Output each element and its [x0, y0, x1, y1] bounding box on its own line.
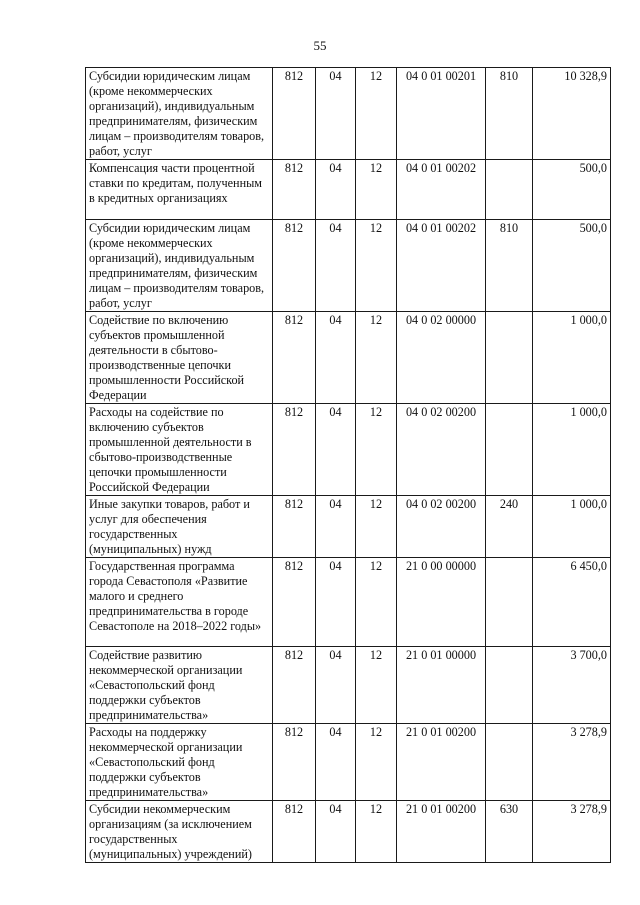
table-row [86, 496, 611, 558]
target-article-cell: 04 0 01 00201 [397, 68, 486, 160]
amount-cell: 1 000,0 [533, 312, 611, 404]
subsection-code-cell: 12 [356, 724, 397, 801]
target-article-cell: 21 0 00 00000 [397, 558, 486, 647]
amount-cell: 1 000,0 [533, 496, 611, 558]
table-row [86, 68, 611, 160]
section-code-cell: 04 [316, 724, 356, 801]
department-code-cell: 812 [273, 801, 316, 863]
expense-type-cell: 810 [486, 220, 533, 312]
department-code-cell: 812 [273, 647, 316, 724]
expense-name-cell: Компенсация части процентной ставки по кредитам, полученным в кредитных организациях [86, 160, 273, 220]
table-row [86, 801, 611, 863]
subsection-code-cell: 12 [356, 801, 397, 863]
amount-cell: 3 278,9 [533, 724, 611, 801]
section-code-cell: 04 [316, 647, 356, 724]
subsection-code-cell: 12 [356, 220, 397, 312]
target-article-cell: 04 0 02 00200 [397, 404, 486, 496]
subsection-code-cell: 12 [356, 496, 397, 558]
target-article-cell: 04 0 02 00200 [397, 496, 486, 558]
table-row [86, 404, 611, 496]
target-article-cell: 21 0 01 00000 [397, 647, 486, 724]
table-row [86, 558, 611, 647]
expense-type-cell [486, 647, 533, 724]
table-row [86, 312, 611, 404]
section-code-cell: 04 [316, 160, 356, 220]
expense-name-cell: Субсидии юридическим лицам (кроме некоммерческих организаций), индивидуальным предпринимателям, физическим лицам – производителям товаров, работ, услуг [86, 220, 273, 312]
expense-name-cell: Содействие развитию некоммерческой организации «Севастопольский фонд поддержки субъектов предпринимательства» [86, 647, 273, 724]
section-code-cell: 04 [316, 312, 356, 404]
table-row [86, 160, 611, 220]
expense-name-cell: Государственная программа города Севастополя «Развитие малого и среднего предпринимательства в городе Севастополе на 2018–2022 годы» [86, 558, 273, 647]
expense-type-cell [486, 558, 533, 647]
department-code-cell: 812 [273, 312, 316, 404]
expense-type-cell [486, 160, 533, 220]
expense-name-cell: Иные закупки товаров, работ и услуг для обеспечения государственных (муниципальных) нужд [86, 496, 273, 558]
department-code-cell: 812 [273, 404, 316, 496]
target-article-cell: 21 0 01 00200 [397, 801, 486, 863]
amount-cell: 500,0 [533, 160, 611, 220]
section-code-cell: 04 [316, 220, 356, 312]
amount-cell: 3 700,0 [533, 647, 611, 724]
subsection-code-cell: 12 [356, 404, 397, 496]
amount-cell: 6 450,0 [533, 558, 611, 647]
target-article-cell: 21 0 01 00200 [397, 724, 486, 801]
table-row [86, 220, 611, 312]
expense-type-cell: 240 [486, 496, 533, 558]
department-code-cell: 812 [273, 496, 316, 558]
expense-type-cell [486, 312, 533, 404]
subsection-code-cell: 12 [356, 312, 397, 404]
department-code-cell: 812 [273, 558, 316, 647]
target-article-cell: 04 0 01 00202 [397, 220, 486, 312]
expense-name-cell: Расходы на содействие по включению субъектов промышленной деятельности в сбытово-производственные цепочки промышленности Российской Федерации [86, 404, 273, 496]
department-code-cell: 812 [273, 68, 316, 160]
expense-type-cell: 630 [486, 801, 533, 863]
target-article-cell: 04 0 02 00000 [397, 312, 486, 404]
department-code-cell: 812 [273, 724, 316, 801]
section-code-cell: 04 [316, 496, 356, 558]
subsection-code-cell: 12 [356, 647, 397, 724]
department-code-cell: 812 [273, 160, 316, 220]
section-code-cell: 04 [316, 68, 356, 160]
expense-name-cell: Расходы на поддержку некоммерческой организации «Севастопольский фонд поддержки субъектов предпринимательства» [86, 724, 273, 801]
section-code-cell: 04 [316, 801, 356, 863]
amount-cell: 3 278,9 [533, 801, 611, 863]
page-number: 55 [313, 38, 327, 53]
target-article-cell: 04 0 01 00202 [397, 160, 486, 220]
subsection-code-cell: 12 [356, 68, 397, 160]
amount-cell: 500,0 [533, 220, 611, 312]
department-code-cell: 812 [273, 220, 316, 312]
table-row [86, 647, 611, 724]
amount-cell: 1 000,0 [533, 404, 611, 496]
budget-table [85, 67, 611, 863]
expense-type-cell [486, 724, 533, 801]
expense-name-cell: Содействие по включению субъектов промышленной деятельности в сбытово-производственные цепочки промышленности Российской Федерации [86, 312, 273, 404]
section-code-cell: 04 [316, 404, 356, 496]
expense-name-cell: Субсидии некоммерческим организациям (за исключением государственных (муниципальных) учреждений) [86, 801, 273, 863]
subsection-code-cell: 12 [356, 558, 397, 647]
amount-cell: 10 328,9 [533, 68, 611, 160]
subsection-code-cell: 12 [356, 160, 397, 220]
table-row [86, 724, 611, 801]
expense-type-cell [486, 404, 533, 496]
expense-name-cell: Субсидии юридическим лицам (кроме некоммерческих организаций), индивидуальным предпринимателям, физическим лицам – производителям товаров, работ, услуг [86, 68, 273, 160]
section-code-cell: 04 [316, 558, 356, 647]
expense-type-cell: 810 [486, 68, 533, 160]
